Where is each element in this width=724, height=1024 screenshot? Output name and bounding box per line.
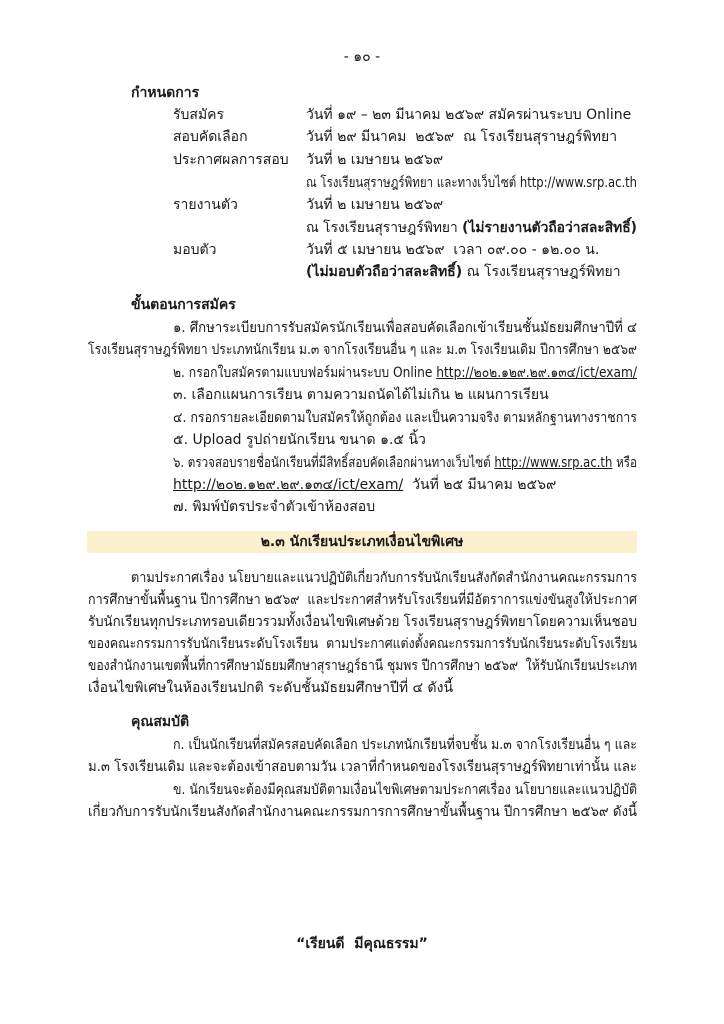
qualification-line (173, 734, 637, 756)
qualifications-heading (131, 711, 637, 733)
line-content (88, 339, 637, 361)
paragraph-line (88, 633, 637, 655)
line-content (306, 261, 621, 283)
line-content (131, 294, 236, 316)
schedule-value-report-line2 (306, 217, 637, 239)
label-text: ประกาศผลการสอบ (173, 152, 289, 168)
qualification-text: ม.๓ โรงเรียนเดิม และจะต้องเข้าสอบตามวัน เวลาที่กำหนดของโรงเรียนสุราษฎร์พิทยาเท่านั้น และ (88, 759, 637, 775)
value-text: วันที่ ๒ เมษายน ๒๕๖๙ (306, 197, 444, 213)
line-content (88, 633, 637, 655)
step-4 (173, 407, 637, 429)
section-title-text: ๒.๓ นักเรียนประเภทเงื่อนไขพิเศษ (260, 534, 464, 550)
paragraph-text: ของคณะกรรมการรับนักเรียนระดับโรงเรียน ตามประกาศแต่งตั้งคณะกรรมการรับนักเรียนระดับโรงเรียน (88, 636, 637, 652)
step-text: ๓. เลือกแผนการเรียน ตามความถนัดได้ไม่เกิน ๒ แผนการเรียน (173, 387, 549, 403)
schedule-value-enroll-line2 (306, 261, 637, 283)
qualification-text: เกี่ยวกับการรับนักเรียนสังกัดสำนักงานคณะกรรมการการศึกษาขั้นพื้นฐาน ปีการศึกษา ๒๕๖๙ ดังนี้ (88, 804, 637, 820)
label-text: สอบคัดเลือก (173, 129, 248, 145)
paragraph-text: ตามประกาศเรื่อง นโยบายและแนวปฏิบัติเกี่ยวกับการรับนักเรียนสังกัดสำนักงานคณะกรรมการ (131, 570, 637, 586)
schedule-label-report (173, 194, 303, 216)
label-text: มอบตัว (173, 242, 217, 258)
qualification-line (173, 779, 637, 801)
step-7 (173, 496, 637, 518)
line-content (173, 239, 216, 261)
step-text: ๒. กรอกใบสมัครตามแบบฟอร์มผ่านระบบ Online (173, 365, 433, 381)
line-content (173, 362, 637, 384)
qualifications-heading-text: คุณสมบัติ (131, 714, 190, 730)
schedule-value-results (306, 149, 637, 171)
line-content (88, 611, 637, 633)
schedule-value-exam (306, 126, 637, 148)
section-banner (87, 531, 637, 553)
schedule-value-registration (306, 104, 637, 126)
footer-motto-text: “เรียนดี มีคุณธรรม” (296, 936, 428, 952)
line-content (173, 779, 637, 801)
line-content (173, 407, 637, 429)
line-content (173, 317, 637, 339)
line-content (173, 429, 426, 451)
line-content (173, 734, 637, 756)
steps-heading (131, 294, 637, 316)
step-3 (173, 384, 637, 406)
schedule-value-enroll (306, 239, 637, 261)
line-content (173, 126, 248, 148)
step-text: ๕. Upload รูปถ่ายนักเรียน ขนาด ๑.๕ นิ้ว (173, 432, 426, 448)
value-text: วันที่ ๑๙ – ๒๓ มีนาคม ๒๕๖๙ สมัครผ่านระบบ Online (306, 107, 632, 123)
line-content (306, 104, 631, 126)
step-2 (173, 362, 637, 384)
line-content (306, 172, 637, 194)
schedule-heading-text: กำหนดการ (131, 85, 200, 101)
line-content (88, 589, 637, 611)
line-content (306, 194, 443, 216)
schedule-value-results-line2 (306, 172, 637, 194)
paragraph-line (131, 567, 637, 589)
steps-heading-text: ขั้นตอนการสมัคร (131, 297, 236, 313)
step-text: ๑. ศึกษาระเบียบการรับสมัครนักเรียนเพื่อสอบคัดเลือกเข้าเรียนชั้นมัธยมศึกษาปีที่ ๔ (173, 320, 637, 336)
paragraph-line (88, 655, 637, 677)
schedule-label-registration (173, 104, 303, 126)
step-text-after: หรือ (616, 455, 637, 471)
step-text: ๖. ตรวจสอบรายชื่อนักเรียนที่มีสิทธิ์สอบคัดเลือกผ่านทางเว็บไซต์ (173, 455, 491, 471)
line-content (173, 474, 556, 496)
label-text: รับสมัคร (173, 107, 225, 123)
line-content (173, 452, 637, 474)
line-content (173, 496, 375, 518)
line-content (88, 655, 637, 677)
line-content (306, 149, 443, 171)
line-content (173, 149, 289, 171)
footer-motto (0, 933, 724, 955)
line-content (306, 239, 599, 261)
line-content (88, 801, 637, 823)
step-6-line1 (173, 452, 637, 474)
line-content (88, 756, 637, 778)
paragraph-text: รับนักเรียนทุกประเภทรอบเดียวรวมทั้งเงื่อนไขพิเศษด้วย โรงเรียนสุราษฎร์พิทยาโดยความเห็นชอบ (88, 614, 637, 630)
line-content (306, 126, 617, 148)
paragraph-line (88, 677, 637, 699)
qualification-text: ก. เป็นนักเรียนที่สมัครสอบคัดเลือก ประเภทนักเรียนที่จบชั้น ม.๓ จากโรงเรียนอื่น ๆ และ (173, 737, 637, 753)
step-1-line1 (173, 317, 637, 339)
step-6-line2 (173, 474, 637, 496)
step-text: โรงเรียนสุราษฎร์พิทยา ประเภทนักเรียน ม.๓ จากโรงเรียนอื่น ๆ และ ม.๓ โรงเรียนเดิม ปีการศึกษา ๒๕๖๙ (88, 342, 637, 358)
paragraph-text: การศึกษาขั้นพื้นฐาน ปีการศึกษา ๒๕๖๙ และประกาศสำหรับโรงเรียนที่มีอัตราการแข่งขันสูงให้ประกาศ (88, 592, 637, 608)
qualification-line (88, 756, 637, 778)
qualification-line (88, 801, 637, 823)
line-content (88, 677, 453, 699)
forfeit-warning: (ไม่มอบตัวถือว่าสละสิทธิ์) (306, 264, 463, 280)
step-text: ๗. พิมพ์บัตรประจำตัวเข้าห้องสอบ (173, 499, 376, 515)
step-5 (173, 429, 637, 451)
qualification-text: ข. นักเรียนจะต้องมีคุณสมบัติตามเงื่อนไขพิเศษตามประกาศเรื่อง นโยบายและแนวปฏิบัติ (173, 782, 637, 798)
step-date-text: วันที่ ๒๕ มีนาคม ๒๕๖๙ (407, 477, 557, 493)
paragraph-line (88, 589, 637, 611)
schedule-label-exam (173, 126, 303, 148)
paragraph-text: เงื่อนไขพิเศษในห้องเรียนปกติ ระดับชั้นมัธยมศึกษาปีที่ ๔ ดังนี้ (88, 680, 454, 696)
schedule-label-enroll (173, 239, 303, 261)
schedule-value-report (306, 194, 637, 216)
line-content (173, 194, 238, 216)
exam-system-link[interactable]: http://๒๐๒.๑๒๙.๒๙.๑๓๔/ict/exam/ (436, 365, 637, 381)
paragraph-line (88, 611, 637, 633)
school-website-link[interactable]: http://www.srp.ac.th (494, 455, 613, 471)
value-text: ณ โรงเรียนสุราษฎร์พิทยา (306, 220, 458, 236)
page-number-text: - ๑๐ - (343, 49, 381, 65)
schedule-heading (131, 82, 637, 104)
page-number (0, 46, 724, 68)
value-text: ณ โรงเรียนสุราษฎร์พิทยา (466, 264, 621, 280)
line-content (306, 217, 637, 239)
forfeit-warning: (ไม่รายงานตัวถือว่าสละสิทธิ์) (462, 220, 637, 236)
schedule-label-results (173, 149, 303, 171)
value-text: วันที่ ๒๙ มีนาคม ๒๕๖๙ ณ โรงเรียนสุราษฎร์พิทยา (306, 129, 618, 145)
value-text: ณ โรงเรียนสุราษฎร์พิทยา และทางเว็บไซต์ http://www.srp.ac.th (306, 175, 637, 191)
label-text: รายงานตัว (173, 197, 238, 213)
line-content (173, 104, 224, 126)
section-title (87, 531, 637, 553)
paragraph-text: ของสำนักงานเขตพื้นที่การศึกษามัธยมศึกษาสุราษฎร์ธานี ชุมพร ปีการศึกษา ๒๕๖๙ ให้รับนักเรียนประเภท (88, 658, 637, 674)
value-text: วันที่ ๒ เมษายน ๒๕๖๙ (306, 152, 444, 168)
line-content (131, 711, 189, 733)
line-content (131, 567, 637, 589)
line-content (131, 82, 199, 104)
value-text: วันที่ ๕ เมษายน ๒๕๖๙ เวลา ๐๙.๐๐ - ๑๒.๐๐ น. (306, 242, 600, 258)
step-1-line2 (88, 339, 637, 361)
line-content (173, 384, 549, 406)
exam-system-link[interactable]: http://๒๐๒.๑๒๙.๒๙.๑๓๔/ict/exam/ (173, 477, 404, 493)
step-text: ๔. กรอกรายละเอียดตามใบสมัครให้ถูกต้อง และเป็นความจริง ตามหลักฐานทางราชการ (173, 410, 637, 426)
